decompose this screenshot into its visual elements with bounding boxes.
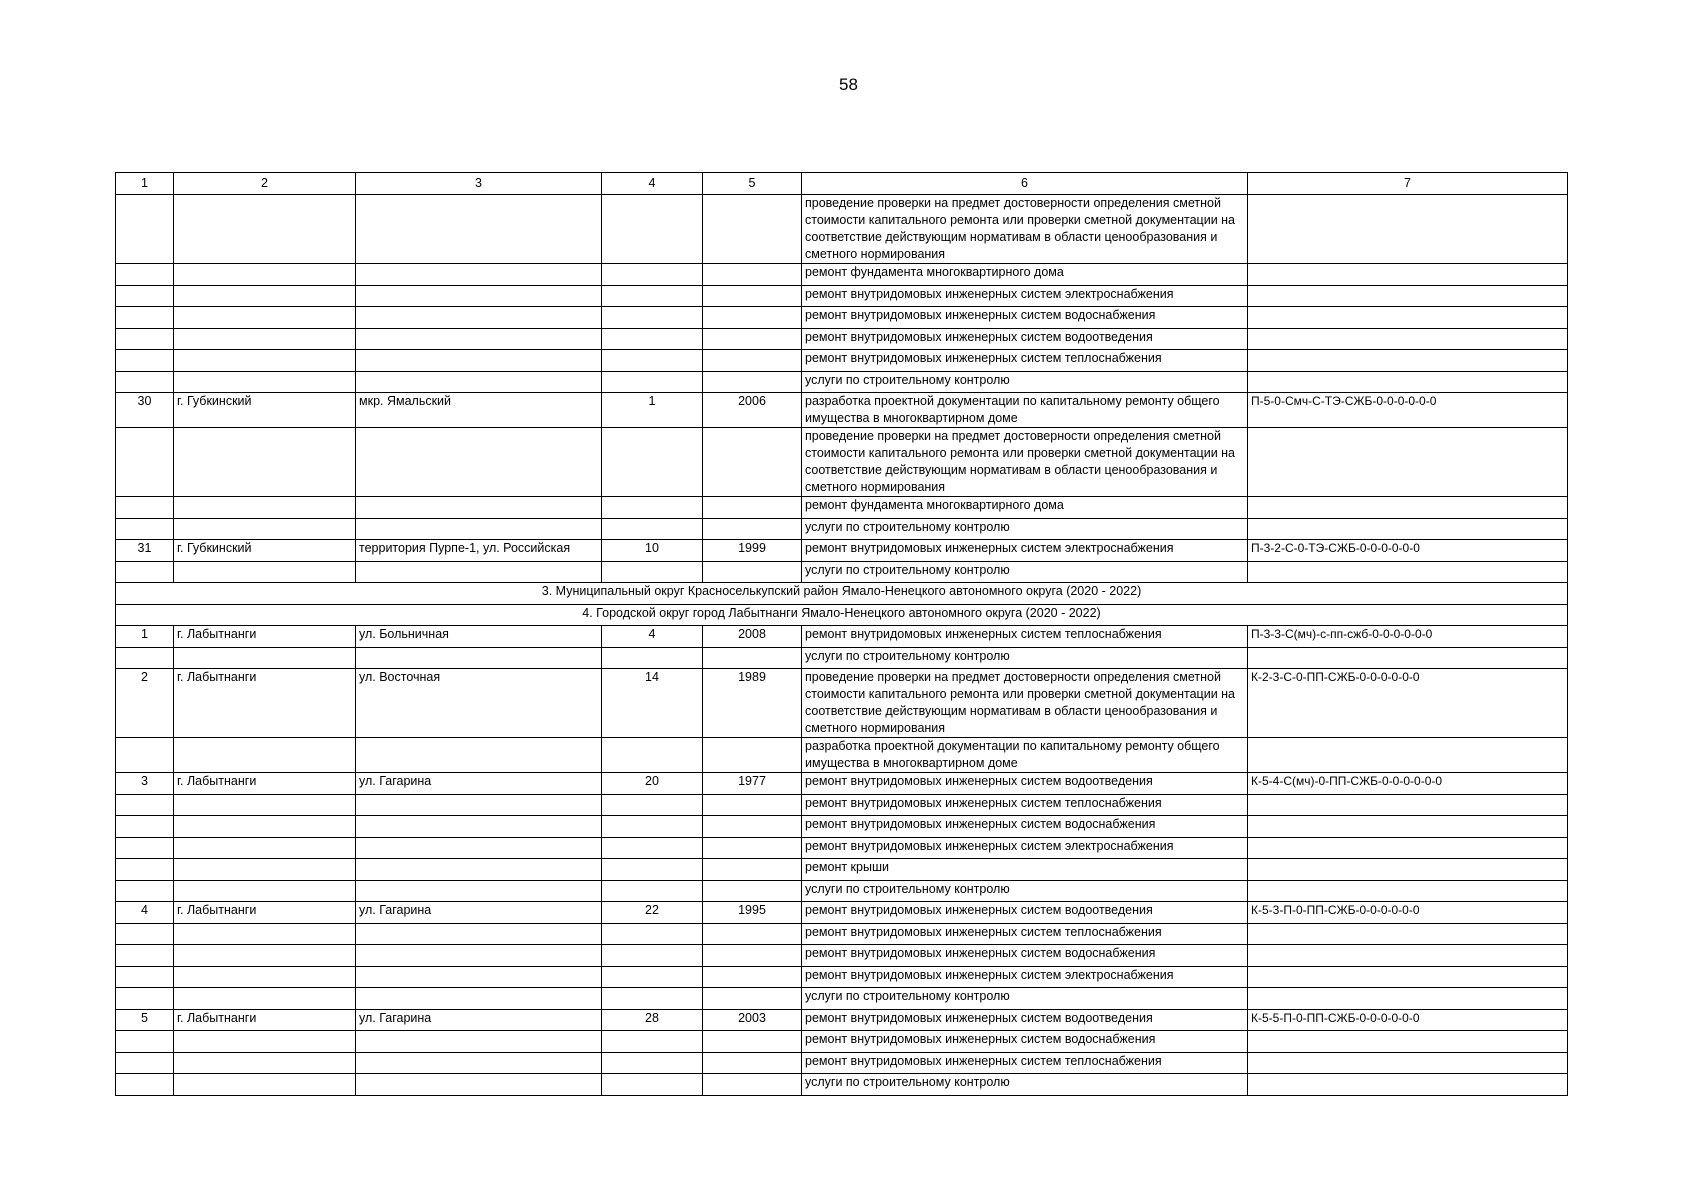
city-cell: [174, 647, 356, 669]
row-number-cell: [116, 1052, 174, 1074]
build-year-cell: [703, 1031, 802, 1053]
object-code-cell: [1248, 285, 1568, 307]
house-number-cell: [602, 1031, 703, 1053]
city-cell: [174, 988, 356, 1010]
house-number-cell: [602, 1052, 703, 1074]
street-cell: [356, 328, 602, 350]
header-cell-1: 1: [116, 173, 174, 195]
city-cell: [174, 966, 356, 988]
row-number-cell: [116, 371, 174, 393]
table-row: [116, 816, 1568, 838]
house-number-cell: [602, 923, 703, 945]
street-cell: [356, 371, 602, 393]
build-year-cell: [703, 966, 802, 988]
work-type-cell: ремонт внутридомовых инженерных систем электроснабжения: [802, 540, 1248, 562]
table-row: [116, 794, 1568, 816]
row-number-cell: [116, 923, 174, 945]
build-year-cell: [703, 428, 802, 497]
table-row: [116, 1031, 1568, 1053]
row-number-cell: [116, 966, 174, 988]
house-number-cell: 28: [602, 1009, 703, 1031]
row-number-cell: 1: [116, 626, 174, 648]
object-code-cell: [1248, 518, 1568, 540]
street-cell: ул. Восточная: [356, 669, 602, 738]
city-cell: [174, 328, 356, 350]
row-number-cell: [116, 264, 174, 286]
house-number-cell: [602, 350, 703, 372]
street-cell: [356, 880, 602, 902]
work-type-cell: ремонт внутридомовых инженерных систем водоотведения: [802, 902, 1248, 924]
house-number-cell: 14: [602, 669, 703, 738]
build-year-cell: [703, 350, 802, 372]
row-number-cell: [116, 428, 174, 497]
work-type-cell: услуги по строительному контролю: [802, 561, 1248, 583]
street-cell: [356, 428, 602, 497]
street-cell: [356, 497, 602, 519]
house-number-cell: 1: [602, 393, 703, 428]
city-cell: [174, 307, 356, 329]
build-year-cell: 2006: [703, 393, 802, 428]
header-cell-3: 3: [356, 173, 602, 195]
house-number-cell: [602, 966, 703, 988]
header-cell-4: 4: [602, 173, 703, 195]
house-number-cell: [602, 738, 703, 773]
table-row: [116, 428, 1568, 497]
table-row: [116, 859, 1568, 881]
house-number-cell: [602, 518, 703, 540]
row-number-cell: [116, 794, 174, 816]
table-row: [116, 371, 1568, 393]
build-year-cell: [703, 1052, 802, 1074]
street-cell: [356, 195, 602, 264]
work-type-cell: разработка проектной документации по капитальному ремонту общего имущества в многоквартирном доме: [802, 738, 1248, 773]
object-code-cell: К-5-5-П-0-ПП-СЖБ-0-0-0-0-0-0: [1248, 1009, 1568, 1031]
object-code-cell: [1248, 428, 1568, 497]
street-cell: [356, 794, 602, 816]
work-type-cell: ремонт внутридомовых инженерных систем электроснабжения: [802, 837, 1248, 859]
work-type-cell: ремонт внутридомовых инженерных систем теплоснабжения: [802, 350, 1248, 372]
street-cell: [356, 988, 602, 1010]
work-type-cell: разработка проектной документации по капитальному ремонту общего имущества в многоквартирном доме: [802, 393, 1248, 428]
row-number-cell: [116, 647, 174, 669]
build-year-cell: [703, 371, 802, 393]
row-number-cell: [116, 837, 174, 859]
page-number: 58: [839, 75, 858, 94]
city-cell: [174, 1031, 356, 1053]
object-code-cell: [1248, 816, 1568, 838]
house-number-cell: [602, 837, 703, 859]
street-cell: [356, 1031, 602, 1053]
street-cell: ул. Больничная: [356, 626, 602, 648]
table-row: [116, 540, 1568, 562]
section-heading: 4. Городской округ город Лабытнанги Ямало-Ненецкого автономного округа (2020 - 2022): [116, 604, 1568, 626]
build-year-cell: 1999: [703, 540, 802, 562]
street-cell: [356, 1052, 602, 1074]
object-code-cell: [1248, 837, 1568, 859]
table-row: [116, 307, 1568, 329]
build-year-cell: 1977: [703, 773, 802, 795]
city-cell: [174, 195, 356, 264]
header-cell-5: 5: [703, 173, 802, 195]
house-number-cell: [602, 988, 703, 1010]
object-code-cell: К-5-3-П-0-ПП-СЖБ-0-0-0-0-0-0: [1248, 902, 1568, 924]
table-row: [116, 393, 1568, 428]
city-cell: г. Губкинский: [174, 540, 356, 562]
build-year-cell: 1995: [703, 902, 802, 924]
row-number-cell: 2: [116, 669, 174, 738]
house-number-cell: 22: [602, 902, 703, 924]
row-number-cell: [116, 497, 174, 519]
object-code-cell: П-5-0-Смч-С-ТЭ-СЖБ-0-0-0-0-0-0: [1248, 393, 1568, 428]
table-row: [116, 264, 1568, 286]
build-year-cell: 2008: [703, 626, 802, 648]
street-cell: [356, 647, 602, 669]
work-type-cell: услуги по строительному контролю: [802, 371, 1248, 393]
table-header-row: [116, 173, 1568, 195]
object-code-cell: П-3-3-С(мч)-с-пп-сжб-0-0-0-0-0-0: [1248, 626, 1568, 648]
house-number-cell: [602, 285, 703, 307]
table-row: [116, 902, 1568, 924]
work-type-cell: услуги по строительному контролю: [802, 518, 1248, 540]
table-row: [116, 738, 1568, 773]
build-year-cell: [703, 307, 802, 329]
row-number-cell: [116, 859, 174, 881]
city-cell: [174, 1052, 356, 1074]
table-row: [116, 988, 1568, 1010]
street-cell: [356, 738, 602, 773]
build-year-cell: [703, 328, 802, 350]
table-row: [116, 880, 1568, 902]
table-row: [116, 285, 1568, 307]
city-cell: [174, 880, 356, 902]
build-year-cell: [703, 859, 802, 881]
row-number-cell: [116, 1031, 174, 1053]
house-number-cell: [602, 428, 703, 497]
object-code-cell: [1248, 561, 1568, 583]
house-number-cell: [602, 307, 703, 329]
city-cell: г. Лабытнанги: [174, 1009, 356, 1031]
build-year-cell: [703, 497, 802, 519]
work-type-cell: ремонт внутридомовых инженерных систем водоснабжения: [802, 307, 1248, 329]
work-type-cell: ремонт внутридомовых инженерных систем теплоснабжения: [802, 626, 1248, 648]
row-number-cell: 4: [116, 902, 174, 924]
build-year-cell: 1989: [703, 669, 802, 738]
header-cell-7: 7: [1248, 173, 1568, 195]
row-number-cell: [116, 518, 174, 540]
row-number-cell: [116, 738, 174, 773]
house-number-cell: [602, 945, 703, 967]
house-number-cell: [602, 371, 703, 393]
build-year-cell: [703, 561, 802, 583]
object-code-cell: [1248, 880, 1568, 902]
row-number-cell: [116, 880, 174, 902]
table-row: [116, 195, 1568, 264]
row-number-cell: 3: [116, 773, 174, 795]
city-cell: г. Губкинский: [174, 393, 356, 428]
street-cell: [356, 518, 602, 540]
house-number-cell: [602, 1074, 703, 1096]
build-year-cell: [703, 837, 802, 859]
work-type-cell: проведение проверки на предмет достоверности определения сметной стоимости капитального ремонта или проверки сметной документации на соответствие действующим нормативам в области ценообразования и сметного нормирования: [802, 195, 1248, 264]
city-cell: [174, 561, 356, 583]
street-cell: ул. Гагарина: [356, 773, 602, 795]
build-year-cell: [703, 988, 802, 1010]
work-type-cell: ремонт внутридомовых инженерных систем теплоснабжения: [802, 794, 1248, 816]
row-number-cell: 30: [116, 393, 174, 428]
object-code-cell: [1248, 859, 1568, 881]
city-cell: [174, 497, 356, 519]
house-number-cell: [602, 859, 703, 881]
row-number-cell: [116, 816, 174, 838]
house-number-cell: [602, 561, 703, 583]
work-type-cell: ремонт фундамента многоквартирного дома: [802, 264, 1248, 286]
build-year-cell: [703, 794, 802, 816]
row-number-cell: [116, 988, 174, 1010]
object-code-cell: П-3-2-С-0-ТЭ-СЖБ-0-0-0-0-0-0: [1248, 540, 1568, 562]
object-code-cell: [1248, 966, 1568, 988]
build-year-cell: [703, 264, 802, 286]
row-number-cell: 31: [116, 540, 174, 562]
row-number-cell: 5: [116, 1009, 174, 1031]
table-row: [116, 497, 1568, 519]
city-cell: г. Лабытнанги: [174, 626, 356, 648]
house-number-cell: 10: [602, 540, 703, 562]
city-cell: [174, 371, 356, 393]
work-type-cell: услуги по строительному контролю: [802, 647, 1248, 669]
work-type-cell: ремонт внутридомовых инженерных систем водоотведения: [802, 773, 1248, 795]
street-cell: ул. Гагарина: [356, 902, 602, 924]
street-cell: [356, 837, 602, 859]
work-type-cell: услуги по строительному контролю: [802, 1074, 1248, 1096]
section-heading: 3. Муниципальный округ Красноселькупский район Ямало-Ненецкого автономного округа (2020 - 2022): [116, 583, 1568, 605]
street-cell: [356, 307, 602, 329]
city-cell: [174, 794, 356, 816]
house-number-cell: 4: [602, 626, 703, 648]
build-year-cell: [703, 195, 802, 264]
object-code-cell: [1248, 371, 1568, 393]
table-row: [116, 837, 1568, 859]
street-cell: мкр. Ямальский: [356, 393, 602, 428]
row-number-cell: [116, 945, 174, 967]
city-cell: г. Лабытнанги: [174, 902, 356, 924]
city-cell: [174, 428, 356, 497]
house-number-cell: [602, 647, 703, 669]
street-cell: [356, 859, 602, 881]
city-cell: [174, 859, 356, 881]
object-code-cell: [1248, 1031, 1568, 1053]
object-code-cell: [1248, 988, 1568, 1010]
table-row: [116, 945, 1568, 967]
table-row: [116, 647, 1568, 669]
table-row: [116, 328, 1568, 350]
work-type-cell: ремонт внутридомовых инженерных систем водоотведения: [802, 1009, 1248, 1031]
build-year-cell: [703, 880, 802, 902]
work-type-cell: ремонт внутридомовых инженерных систем водоснабжения: [802, 816, 1248, 838]
table-row: [116, 923, 1568, 945]
city-cell: [174, 923, 356, 945]
work-type-cell: услуги по строительному контролю: [802, 880, 1248, 902]
section-heading-row: [116, 583, 1568, 605]
table-row: [116, 669, 1568, 738]
row-number-cell: [116, 307, 174, 329]
row-number-cell: [116, 285, 174, 307]
work-type-cell: ремонт внутридомовых инженерных систем водоснабжения: [802, 945, 1248, 967]
table-row: [116, 966, 1568, 988]
work-type-cell: ремонт внутридомовых инженерных систем теплоснабжения: [802, 923, 1248, 945]
build-year-cell: [703, 816, 802, 838]
table-row: [116, 561, 1568, 583]
street-cell: [356, 966, 602, 988]
row-number-cell: [116, 195, 174, 264]
street-cell: [356, 1074, 602, 1096]
build-year-cell: [703, 738, 802, 773]
street-cell: [356, 923, 602, 945]
work-type-cell: ремонт крыши: [802, 859, 1248, 881]
build-year-cell: [703, 647, 802, 669]
street-cell: [356, 945, 602, 967]
object-code-cell: [1248, 794, 1568, 816]
work-type-cell: ремонт внутридомовых инженерных систем электроснабжения: [802, 285, 1248, 307]
build-year-cell: [703, 945, 802, 967]
city-cell: [174, 816, 356, 838]
object-code-cell: [1248, 945, 1568, 967]
house-number-cell: [602, 264, 703, 286]
object-code-cell: [1248, 1074, 1568, 1096]
city-cell: [174, 1074, 356, 1096]
city-cell: г. Лабытнанги: [174, 669, 356, 738]
house-number-cell: [602, 497, 703, 519]
object-code-cell: [1248, 350, 1568, 372]
city-cell: [174, 264, 356, 286]
table-row: [116, 350, 1568, 372]
object-code-cell: К-5-4-С(мч)-0-ПП-СЖБ-0-0-0-0-0-0: [1248, 773, 1568, 795]
table-row: [116, 1052, 1568, 1074]
build-year-cell: [703, 285, 802, 307]
object-code-cell: [1248, 328, 1568, 350]
object-code-cell: [1248, 738, 1568, 773]
street-cell: [356, 264, 602, 286]
work-type-cell: проведение проверки на предмет достоверности определения сметной стоимости капитального ремонта или проверки сметной документации на соответствие действующим нормативам в области ценообразования и сметного нормирования: [802, 428, 1248, 497]
row-number-cell: [116, 350, 174, 372]
header-cell-6: 6: [802, 173, 1248, 195]
work-type-cell: услуги по строительному контролю: [802, 988, 1248, 1010]
street-cell: территория Пурпе-1, ул. Российская: [356, 540, 602, 562]
object-code-cell: [1248, 497, 1568, 519]
work-type-cell: ремонт внутридомовых инженерных систем водоснабжения: [802, 1031, 1248, 1053]
build-year-cell: 2003: [703, 1009, 802, 1031]
object-code-cell: [1248, 195, 1568, 264]
row-number-cell: [116, 328, 174, 350]
house-number-cell: 20: [602, 773, 703, 795]
section-heading-row: [116, 604, 1568, 626]
object-code-cell: [1248, 264, 1568, 286]
city-cell: [174, 945, 356, 967]
city-cell: г. Лабытнанги: [174, 773, 356, 795]
work-type-cell: проведение проверки на предмет достоверности определения сметной стоимости капитального ремонта или проверки сметной документации на соответствие действующим нормативам в области ценообразования и сметного нормирования: [802, 669, 1248, 738]
build-year-cell: [703, 923, 802, 945]
table-row: [116, 626, 1568, 648]
city-cell: [174, 837, 356, 859]
street-cell: ул. Гагарина: [356, 1009, 602, 1031]
header-cell-2: 2: [174, 173, 356, 195]
build-year-cell: [703, 518, 802, 540]
work-type-cell: ремонт внутридомовых инженерных систем теплоснабжения: [802, 1052, 1248, 1074]
object-code-cell: [1248, 647, 1568, 669]
street-cell: [356, 350, 602, 372]
city-cell: [174, 738, 356, 773]
table-row: [116, 1074, 1568, 1096]
work-type-cell: ремонт фундамента многоквартирного дома: [802, 497, 1248, 519]
table-row: [116, 773, 1568, 795]
table-row: [116, 518, 1568, 540]
street-cell: [356, 285, 602, 307]
row-number-cell: [116, 561, 174, 583]
work-type-cell: ремонт внутридомовых инженерных систем водоотведения: [802, 328, 1248, 350]
object-code-cell: [1248, 307, 1568, 329]
house-number-cell: [602, 794, 703, 816]
house-number-cell: [602, 880, 703, 902]
city-cell: [174, 518, 356, 540]
house-number-cell: [602, 195, 703, 264]
house-number-cell: [602, 816, 703, 838]
city-cell: [174, 350, 356, 372]
repair-program-table: [115, 172, 1568, 1096]
house-number-cell: [602, 328, 703, 350]
city-cell: [174, 285, 356, 307]
object-code-cell: [1248, 923, 1568, 945]
table-row: [116, 1009, 1568, 1031]
object-code-cell: К-2-3-С-0-ПП-СЖБ-0-0-0-0-0-0: [1248, 669, 1568, 738]
object-code-cell: [1248, 1052, 1568, 1074]
street-cell: [356, 561, 602, 583]
work-type-cell: ремонт внутридомовых инженерных систем электроснабжения: [802, 966, 1248, 988]
row-number-cell: [116, 1074, 174, 1096]
build-year-cell: [703, 1074, 802, 1096]
street-cell: [356, 816, 602, 838]
